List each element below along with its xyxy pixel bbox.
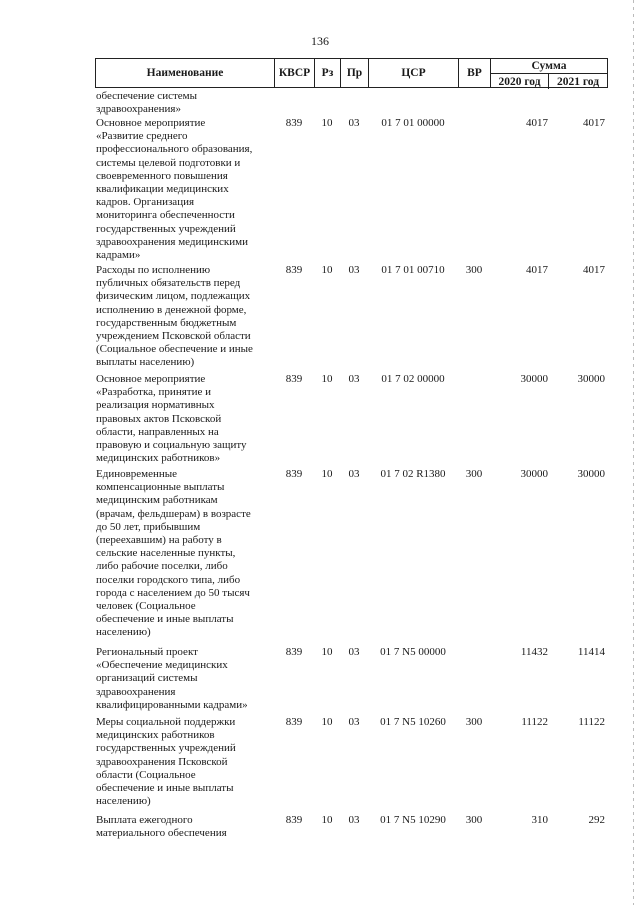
scan-edge <box>633 0 634 905</box>
row-vr: 300 <box>465 468 483 480</box>
header-kvsr: КВСР <box>275 59 315 87</box>
header-year-2021: 2021 год <box>556 75 600 88</box>
row-sum-2021: 292 <box>588 814 605 826</box>
row-csr: 01 7 N5 00000 <box>380 646 446 658</box>
row-rz: 10 <box>321 716 333 728</box>
row-name: Расходы по исполнению публичных обязательств перед физическим лицом, подлежащих исполнению в денежной форме, государственным бюджетным учреждением Псковской области (Социальное обеспечение и иные выплаты населению) <box>96 264 253 369</box>
header-sum-title: Сумма <box>491 59 607 74</box>
row-rz: 10 <box>321 117 333 129</box>
row-sum-2021: 30000 <box>577 373 605 385</box>
row-name: Основное мероприятие «Разработка, принятие и реализация нормативных правовых актов Псковской области, направленных на правовую и социальную защиту медицинских работников» <box>96 373 247 465</box>
row-kvsr: 839 <box>285 814 303 826</box>
row-sum-2021: 4017 <box>583 117 605 129</box>
row-csr: 01 7 N5 10290 <box>380 814 446 826</box>
row-kvsr: 839 <box>285 646 303 658</box>
row-rz: 10 <box>321 646 333 658</box>
row-sum-2021: 11122 <box>578 716 605 728</box>
row-sum-2020: 30000 <box>520 468 548 480</box>
row-pr: 03 <box>348 468 360 480</box>
row-pr: 03 <box>348 646 360 658</box>
row-csr: 01 7 02 00000 <box>381 373 445 385</box>
header-name: Наименование <box>96 59 275 87</box>
row-name: Меры социальной поддержки медицинских работников государственных учреждений здравоохранения Псковской области (Социальное обеспечение и иные выплаты населению) <box>96 716 236 808</box>
row-sum-2020: 11122 <box>521 716 548 728</box>
row-vr: 300 <box>465 264 483 276</box>
row-rz: 10 <box>321 264 333 276</box>
header-sum <box>491 59 607 87</box>
row-name: Выплата ежегодного материального обеспечения <box>96 814 227 840</box>
row-csr: 01 7 N5 10260 <box>380 716 446 728</box>
row-sum-2021: 4017 <box>583 264 605 276</box>
row-rz: 10 <box>321 468 333 480</box>
row-pr: 03 <box>348 264 360 276</box>
row-vr: 300 <box>465 716 483 728</box>
row-kvsr: 839 <box>285 264 303 276</box>
table-header <box>95 58 608 88</box>
row-csr: 01 7 01 00710 <box>381 264 445 276</box>
row-pr: 03 <box>348 373 360 385</box>
row-name: Региональный проект «Обеспечение медицинских организаций системы здравоохранения квалифицированными кадрами» <box>96 646 248 711</box>
row-csr: 01 7 01 00000 <box>381 117 445 129</box>
row-sum-2020: 4017 <box>526 117 548 129</box>
row-kvsr: 839 <box>285 716 303 728</box>
row-kvsr: 839 <box>285 373 303 385</box>
row-sum-2021: 11414 <box>577 646 605 658</box>
row-csr: 01 7 02 R1380 <box>380 468 446 480</box>
row-pr: 03 <box>348 716 360 728</box>
header-year-2020: 2020 год <box>491 74 549 89</box>
row-sum-2020: 4017 <box>526 264 548 276</box>
row-pr: 03 <box>348 814 360 826</box>
row-name: Основное мероприятие «Развитие среднего профессионального образования, системы целевой подготовки и своевременного повышения квалификации медицинских кадров. Организация мониторинга обеспеченности государственных учреждений здравоохранения медицинскими кадрами» <box>96 117 253 262</box>
row-sum-2020: 11432 <box>520 646 548 658</box>
header-vr: ВР <box>459 59 491 87</box>
page-number: 136 <box>311 34 329 48</box>
header-rz: Рз <box>315 59 341 87</box>
row-sum-2021: 30000 <box>577 468 605 480</box>
row-rz: 10 <box>321 814 333 826</box>
row-name: обеспечение системы здравоохранения» <box>96 90 197 116</box>
row-pr: 03 <box>348 117 360 129</box>
row-kvsr: 839 <box>285 117 303 129</box>
row-name: Единовременные компенсационные выплаты медицинским работникам (врачам, фельдшерам) в возрасте до 50 лет, прибывшим (переехавшим) на работу в сельские населенные пункты, либо рабочие поселки, либо поселки городского типа, либо города с населением до 50 тысяч человек (Социальное обеспечение и иные выплаты населению) <box>96 468 251 639</box>
row-rz: 10 <box>321 373 333 385</box>
header-csr: ЦСР <box>369 59 459 87</box>
row-kvsr: 839 <box>285 468 303 480</box>
row-vr: 300 <box>465 814 483 826</box>
header-pr: Пр <box>341 59 369 87</box>
row-sum-2020: 310 <box>531 814 548 826</box>
row-sum-2020: 30000 <box>520 373 548 385</box>
